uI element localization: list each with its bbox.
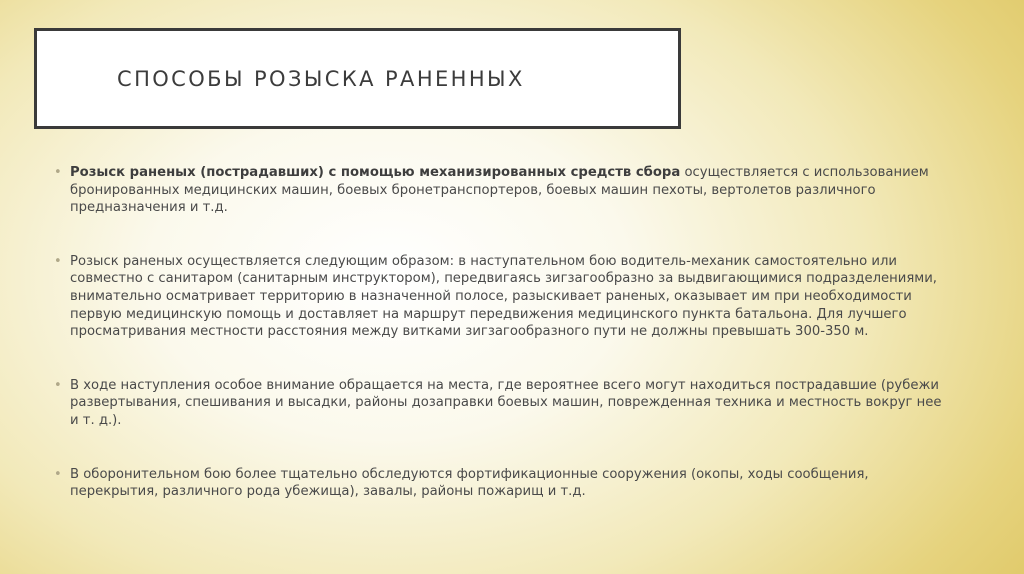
bullet-text: осуществляется с использованием бронированных медицинских машин, боевых бронетранспортеров, боевых машин пехоты, вертолетов различного предназначения и т.д. (70, 165, 929, 216)
title-box (34, 28, 681, 129)
bullet-text: Розыск раненых осуществляется следующим образом: в наступательном бою водитель-механик самостоятельно или совместно с санитаром (санитарным инструктором), передвигаясь зигзагообразно за выдвигающимися подразделениями, внимательно осматривает территорию в назначенной полосе, разыскивает раненых, оказывает им при необходимости первую медицинскую помощь и доставляет на маршрут передвижения медицинского пункта батальона. Для лучшего просматривания местности расстояния между витками зигзагообразного пути не должны превышать 300-350 м. (70, 253, 937, 340)
bullet-item (54, 377, 954, 430)
bullet-marker: • (54, 466, 62, 482)
bullet-marker: • (54, 377, 62, 393)
bullet-item (54, 466, 954, 501)
bullet-text: В ходе наступления особое внимание обращается на места, где вероятнее всего могут находиться пострадавшие (рубежи развертывания, спешивания и высадки, районы дозаправки боевых машин, поврежденная техника и местность вокруг нее и т. д.). (70, 377, 942, 428)
bullet-bold-text: Розыск раненых (пострадавших) с помощью механизированных средств сбора (70, 165, 681, 180)
bullet-marker: • (54, 253, 62, 269)
bullet-list (54, 164, 954, 537)
bullet-marker: • (54, 165, 62, 180)
bullet-text: В оборонительном бою более тщательно обследуются фортификационные сооружения (окопы, ходы сообщения, перекрытия, различного рода убежища), завалы, районы пожарищ и т.д. (70, 466, 869, 500)
slide-title: СПОСОБЫ РОЗЫСКА РАНЕННЫХ (117, 67, 525, 91)
bullet-item (54, 164, 954, 217)
bullet-item (54, 253, 954, 341)
